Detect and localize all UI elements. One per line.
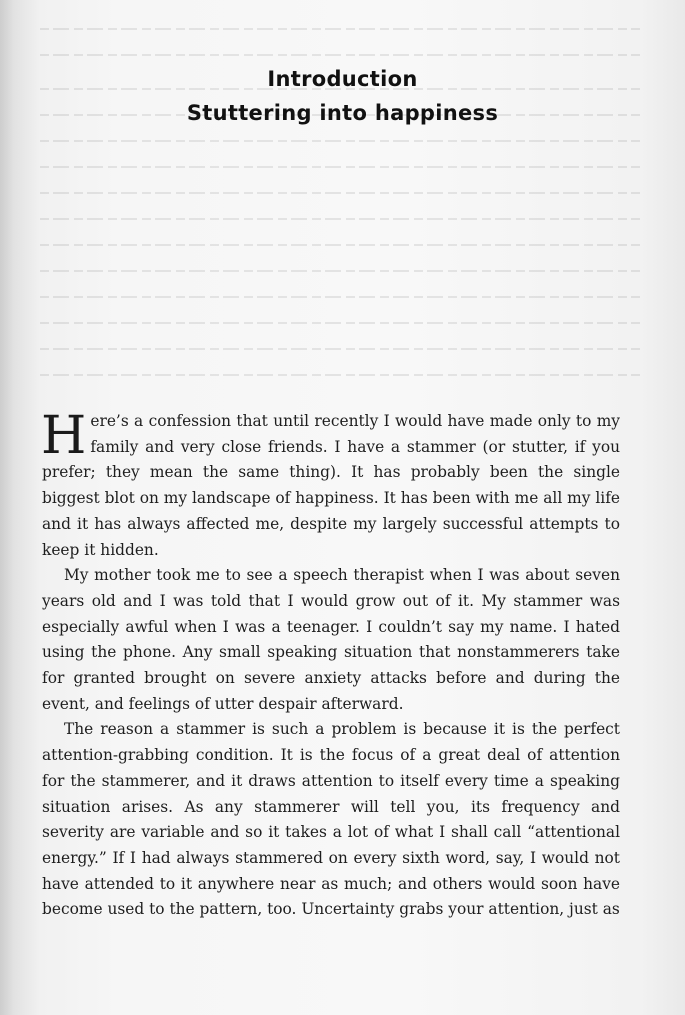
- body-text: [41, 406, 620, 923]
- paragraph: [41, 406, 620, 563]
- paragraph: The reason a stammer is such a problem is because it is the perfect attention-grabbing condition. It is the focus of a great deal of attention for the stammerer, and it draws attention to itself every time a speaking situation arises. As any stammerer will tell you, its frequency and severity are variable and so it takes a lot of what I shall call “attentional energy.” If I had always stammered on every sixth word, say, I would not have attended to it anywhere near as much; and others would soon have become used to the pattern, too. Uncertainty grabs your attention, just as: [42, 720, 620, 919]
- paragraph: My mother took me to see a speech therapist when I was about seven years old and I was told that I would grow out of it. My stammer was especially awful when I was a teenager. I couldn’t say my name. I hated using the phone. Any small speaking situation that nonstammerers take for granted brought on severe anxiety attacks before and during the event, and feelings of utter despair afterward.: [42, 566, 620, 713]
- chapter-label: Introduction: [267, 67, 418, 91]
- chapter-heading: [0, 62, 685, 130]
- chapter-title: Stuttering into happiness: [186, 101, 499, 125]
- paragraph-text: ere’s a confession that until recently I would have made only to my family and very close friends. I have a stammer (or stutter, if you prefer; they mean the same thing). It has probably been the single biggest blot on my landscape of happiness. It has been with me all my life and it has always affected me, despite my largely successful attempts to keep it hidden.: [42, 412, 620, 559]
- drop-cap: H: [41, 406, 87, 466]
